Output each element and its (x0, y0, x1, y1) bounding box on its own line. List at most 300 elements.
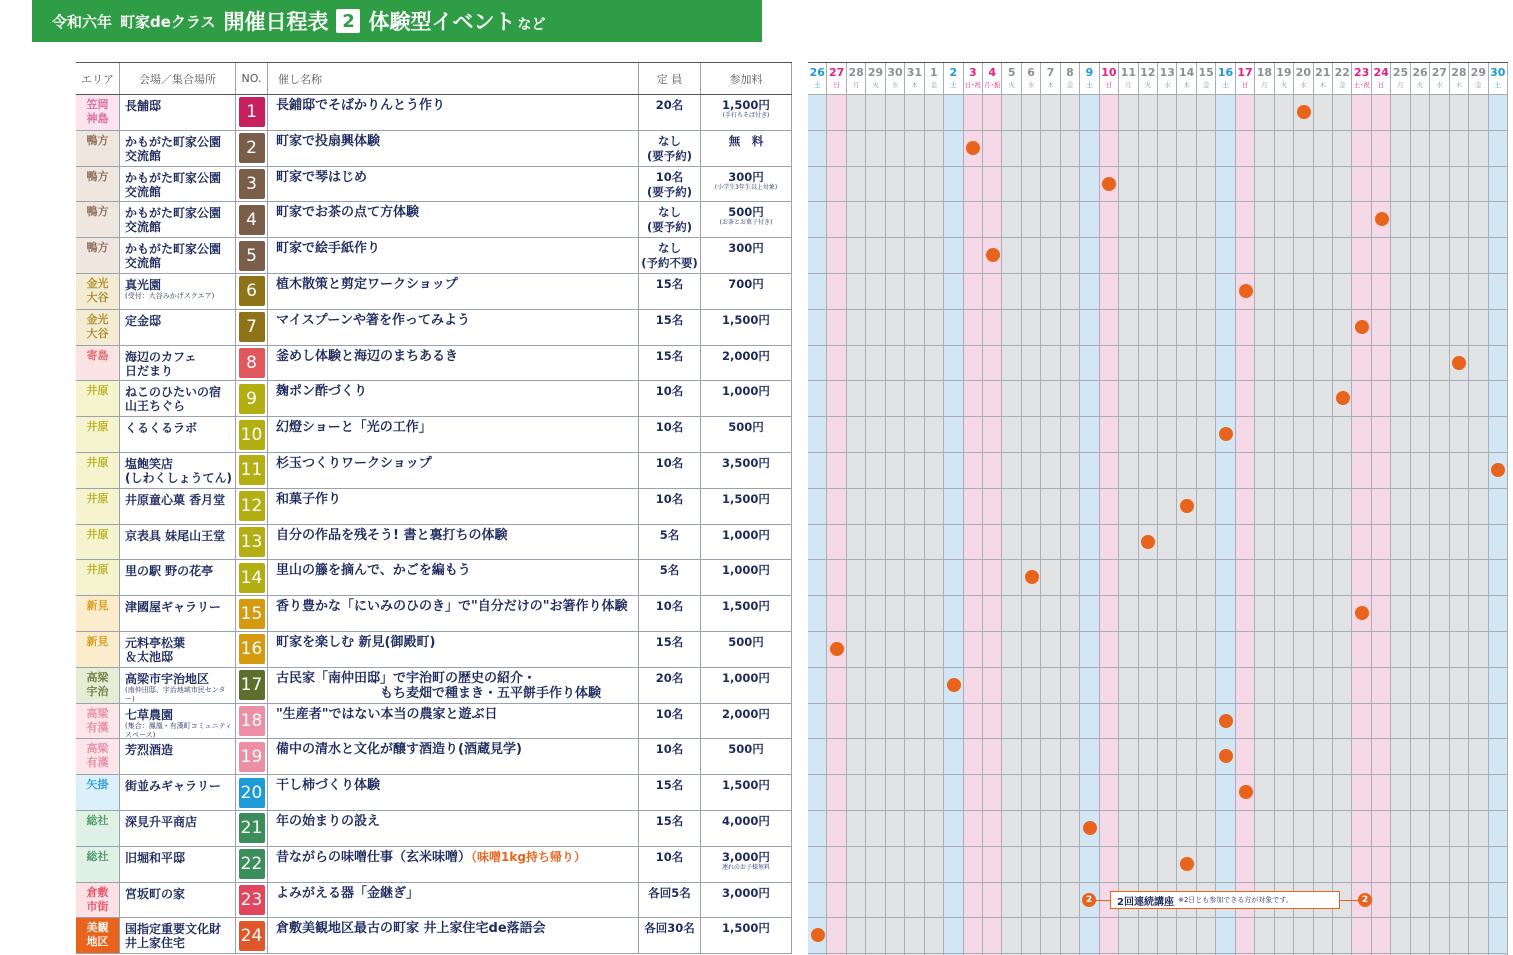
area-cell: 金光 大谷 (76, 274, 120, 309)
capacity-cell: なし (要予約) (639, 202, 701, 237)
venue-cell (120, 918, 236, 953)
weekday-label: 水 (1027, 81, 1035, 89)
event-title: 備中の清水と文化が醸す酒造り(酒蔵見学) (276, 742, 522, 758)
area-cell: 井原 (76, 489, 120, 524)
day-column (1430, 62, 1449, 955)
event-title: よみがえる器「金継ぎ」 (276, 885, 420, 901)
banner-suffix: など (517, 17, 546, 33)
weekday-label: 火 (872, 81, 879, 89)
event-title: 干し柿づくり体験 (276, 778, 381, 794)
day-header (1372, 62, 1390, 95)
table-row (76, 775, 792, 811)
fee-value: 3,000円 (722, 849, 770, 864)
day-number: 5 (1007, 66, 1016, 79)
day-column (905, 62, 924, 955)
table-header-row (76, 62, 792, 95)
grid-row-line (808, 452, 1508, 453)
callout-box (1110, 891, 1340, 909)
event-number-badge: 9 (239, 384, 265, 414)
weekday-label: 土 (950, 81, 957, 89)
event-date-dot (1083, 821, 1097, 835)
header-venue: 会場／集合場所 (120, 63, 236, 94)
capacity-cell: 5名 (639, 525, 701, 560)
venue-cell (120, 274, 236, 309)
table-row (76, 739, 792, 775)
weekday-label: 月 (852, 81, 860, 89)
day-header (1255, 62, 1273, 95)
fee-cell (701, 596, 792, 631)
day-header (866, 62, 884, 95)
event-title-cell (268, 238, 639, 273)
number-cell (236, 632, 268, 667)
day-number: 21 (1315, 66, 1331, 79)
event-number-badge: 19 (239, 742, 265, 772)
weekday-label: 金 (1338, 81, 1346, 89)
number-cell (236, 811, 268, 846)
day-column (925, 62, 944, 955)
table-row (76, 847, 792, 883)
event-date-dot (1141, 535, 1155, 549)
event-title-cell (268, 668, 639, 703)
weekday-label: 金 (930, 81, 938, 89)
capacity-cell: 20名 (639, 668, 701, 703)
banner-subtitle: 体験型イベント (368, 10, 516, 34)
fee-cell (701, 739, 792, 774)
day-header (1041, 62, 1059, 95)
day-column (983, 62, 1002, 955)
grid-row-line (808, 774, 1508, 775)
weekday-label: 土 (1222, 81, 1229, 89)
capacity-cell: 15名 (639, 346, 701, 381)
day-column (964, 62, 983, 955)
fee-cell (701, 668, 792, 703)
banner-brand: 町家deクラス (120, 12, 216, 31)
title-banner (32, 0, 762, 42)
fee-cell (701, 310, 792, 345)
fee-cell (701, 453, 792, 488)
day-column (1372, 62, 1391, 955)
callout-label: 2回連続講座 (1117, 896, 1174, 908)
number-cell (236, 274, 268, 309)
fee-cell (701, 167, 792, 202)
fee-note: (小学生3年生以上対象) (714, 183, 778, 191)
grid-top-line (808, 62, 1508, 63)
number-cell (236, 417, 268, 452)
day-column (1352, 62, 1371, 955)
weekday-label: 金 (1202, 81, 1210, 89)
event-title: 町家で琴はじめ (276, 169, 368, 185)
event-number-badge: 13 (239, 527, 265, 557)
venue-cell (120, 811, 236, 846)
fee-cell (701, 381, 792, 416)
capacity-cell: 15名 (639, 274, 701, 309)
grid-row-line (808, 631, 1508, 632)
fee-value: 500円 (728, 205, 764, 220)
fee-value: 300円 (728, 169, 764, 184)
venue-name: 芳烈酒造 (125, 743, 174, 758)
weekday-label: 木 (1183, 81, 1190, 89)
day-number: 30 (1490, 66, 1506, 79)
weekday-label: 火 (1008, 81, 1015, 89)
event-number-badge: 22 (239, 849, 265, 879)
event-title: 年の始まりの設え (276, 814, 381, 829)
weekday-label: 土 (1086, 81, 1093, 89)
area-cell: 鴨方 (76, 131, 120, 166)
event-date-dot (966, 141, 980, 155)
day-number: 31 (906, 66, 923, 79)
capacity-cell: 20名 (639, 95, 701, 130)
number-cell (236, 596, 268, 631)
day-number: 30 (887, 66, 903, 79)
day-column (1489, 62, 1508, 955)
event-title-cell (268, 417, 639, 452)
event-title: 町家で投扇興体験 (276, 133, 381, 149)
event-number-badge: 8 (239, 348, 265, 378)
event-date-dot (1025, 570, 1039, 584)
weekday-label: 火 (1416, 81, 1424, 89)
table-row (76, 811, 792, 847)
day-number: 26 (1412, 66, 1428, 79)
day-column (1450, 62, 1469, 955)
venue-cell (120, 525, 236, 560)
event-title-cell (268, 310, 639, 345)
table-row (76, 274, 792, 310)
weekday-label: 土 (1494, 81, 1502, 89)
day-number: 10 (1101, 66, 1117, 79)
day-header (1391, 62, 1409, 95)
day-header (1236, 62, 1254, 95)
capacity-cell: 10名 (639, 417, 701, 452)
day-column (1411, 62, 1430, 955)
venue-name: かもがた町家公園 交流館 (125, 242, 222, 271)
event-title-cell (268, 202, 639, 237)
venue-name: 高梁市宇治地区 (125, 671, 210, 686)
area-cell: 矢掛 (76, 775, 120, 810)
event-title: 杉玉つくりワークショップ (276, 456, 432, 471)
fee-cell (701, 202, 792, 237)
venue-cell (120, 417, 236, 452)
venue-cell (120, 632, 236, 667)
venue-cell (120, 238, 236, 273)
callout-note: ※2日とも参加できる方が対象です。 (1177, 896, 1293, 904)
number-cell (236, 202, 268, 237)
venue-name: 津國屋ギャラリー (125, 600, 222, 615)
day-header (1022, 62, 1040, 95)
day-column (1022, 62, 1041, 955)
day-column (866, 62, 885, 955)
grid-row-line (808, 917, 1508, 918)
day-header (1352, 62, 1370, 95)
event-title: 倉敷美観地区最古の町家 井上家住宅de落語会 (276, 921, 546, 937)
event-title: 植木散策と剪定ワークショップ (276, 277, 458, 292)
fee-cell (701, 274, 792, 309)
day-column (1314, 62, 1333, 955)
grid-row-line (808, 738, 1508, 739)
number-cell (236, 739, 268, 774)
venue-cell (120, 346, 236, 381)
event-number-badge: 10 (239, 420, 265, 450)
day-number: 17 (1237, 66, 1253, 79)
fee-cell (701, 346, 792, 381)
fee-value: 1,000円 (722, 527, 770, 542)
day-number: 7 (1046, 66, 1055, 79)
fee-cell (701, 560, 792, 595)
event-number-badge: 21 (239, 813, 265, 843)
day-column (808, 62, 827, 955)
weekday-label: 月 (1125, 81, 1132, 89)
number-cell (236, 167, 268, 202)
event-date-dot (1355, 320, 1369, 334)
day-header (1197, 62, 1215, 95)
grid-row-line (808, 703, 1508, 704)
day-header (1158, 62, 1176, 95)
capacity-cell: 10名 (639, 847, 701, 882)
day-number: 14 (1179, 66, 1195, 79)
weekday-label: 日 (1105, 81, 1113, 89)
venue-name: ねこのひたいの宿 山王ちぐら (125, 385, 222, 414)
fee-value: 無 料 (728, 133, 764, 148)
day-column (886, 62, 905, 955)
table-row (76, 95, 792, 131)
fee-value: 1,500円 (722, 599, 770, 614)
event-number-badge: 2 (239, 133, 265, 163)
grid-row-line (808, 237, 1508, 238)
event-title-cell (268, 274, 639, 309)
event-title-cell (268, 167, 639, 202)
area-cell: 笠岡 神島 (76, 95, 120, 130)
fee-value: 4,000円 (722, 814, 770, 828)
fee-cell (701, 632, 792, 667)
event-title-cell (268, 632, 639, 667)
area-cell: 井原 (76, 525, 120, 560)
fee-value: 1,500円 (722, 491, 770, 506)
weekday-label: 月 (1397, 81, 1404, 89)
event-title-cell (268, 847, 639, 882)
venue-name: 京表具 妹尾山王堂 (125, 528, 226, 543)
table-row (76, 167, 792, 203)
day-header (1314, 62, 1332, 95)
day-header (1139, 62, 1157, 95)
weekday-label: 日 (1241, 81, 1249, 89)
event-title-cell (268, 381, 639, 416)
grid-row-line (808, 595, 1508, 596)
area-cell: 総社 (76, 847, 120, 882)
grid-row-line (808, 882, 1508, 883)
capacity-cell: 10名 (639, 489, 701, 524)
capacity-cell: 15名 (639, 310, 701, 345)
table-row (76, 489, 792, 525)
event-title: 古民家「南仲田邸」で宇治町の歴史の紹介・ もち麦畑で種まき・五平餅手作り体験 (276, 670, 602, 701)
day-number: 24 (1373, 66, 1389, 79)
venue-sub: (受付：大谷みかげスクエア) (125, 292, 215, 300)
weekday-label: 月･振 (984, 81, 1001, 89)
day-header (944, 62, 962, 95)
fee-value: 1,000円 (722, 563, 770, 578)
event-title-cell (268, 489, 639, 524)
weekday-label: 金 (1475, 81, 1482, 89)
number-cell (236, 918, 268, 953)
table-row (76, 704, 792, 740)
area-cell: 美観 地区 (76, 918, 120, 953)
fee-cell (701, 704, 792, 739)
fee-value: 500円 (728, 742, 764, 757)
capacity-cell: 15名 (639, 775, 701, 810)
fee-note: (手打ちそば付き) (722, 112, 770, 119)
venue-name: かもがた町家公園 交流館 (125, 206, 222, 235)
weekday-label: 日･祝 (964, 81, 981, 89)
fee-cell (701, 883, 792, 918)
capacity-cell: 10名 (639, 596, 701, 631)
capacity-cell: 10名 (639, 381, 701, 416)
event-date-dot (1297, 105, 1311, 119)
day-column (1391, 62, 1410, 955)
capacity-cell: なし (予約不要) (639, 238, 701, 273)
event-date-dot (1452, 356, 1466, 370)
fee-note: 連れのお子様無料 (721, 863, 770, 871)
day-header (1294, 62, 1312, 95)
number-cell (236, 95, 268, 130)
weekday-label: 水 (1436, 81, 1443, 89)
area-cell: 金光 大谷 (76, 310, 120, 345)
grid-row-line (808, 130, 1508, 131)
day-number: 2 (949, 66, 958, 79)
event-number-badge: 20 (239, 778, 265, 808)
day-column (1197, 62, 1216, 955)
venue-sub: (集合：鳳凰・有漢町コミュニティスペース) (125, 721, 233, 739)
day-header (1061, 62, 1079, 95)
event-title-cell (268, 525, 639, 560)
venue-name: 里の駅 野の花亭 (125, 564, 214, 579)
area-cell: 新見 (76, 632, 120, 667)
day-header (1333, 62, 1351, 95)
event-title-cell (268, 95, 639, 130)
day-number: 26 (809, 66, 825, 79)
day-number: 12 (1140, 66, 1156, 79)
table-row (76, 560, 792, 596)
day-column (847, 62, 866, 955)
table-row (76, 883, 792, 919)
weekday-label: 木 (1455, 81, 1463, 89)
grid-row-line (808, 416, 1508, 417)
fee-value: 300円 (728, 241, 764, 256)
event-number-badge: 11 (239, 455, 265, 485)
fee-cell (701, 847, 792, 882)
number-cell (236, 381, 268, 416)
venue-name: 旧堀和平邸 (125, 850, 186, 865)
event-title-cell (268, 883, 639, 918)
fee-value: 1,500円 (722, 921, 770, 936)
venue-sub: (南仲田邸、宇治地域市民センター) (125, 685, 226, 703)
table-row (76, 453, 792, 489)
day-number: 1 (930, 66, 938, 79)
day-header (1080, 62, 1098, 95)
event-date-dot (1239, 785, 1253, 799)
weekday-label: 木 (911, 81, 918, 89)
venue-cell (120, 381, 236, 416)
day-header (827, 62, 845, 95)
fee-value: 3,500円 (722, 456, 770, 470)
number-cell (236, 489, 268, 524)
day-number: 9 (1085, 66, 1094, 79)
event-date-dot (1102, 177, 1116, 191)
area-cell: 高梁 宇治 (76, 668, 120, 703)
day-header (886, 62, 904, 95)
table-row (76, 668, 792, 704)
day-number: 11 (1120, 66, 1136, 79)
table-row (76, 310, 792, 346)
fee-cell (701, 417, 792, 452)
venue-cell (120, 847, 236, 882)
venue-name: 海辺のカフェ 日だまり (125, 349, 197, 378)
number-cell (236, 775, 268, 810)
area-cell: 井原 (76, 381, 120, 416)
fee-cell (701, 131, 792, 166)
day-header (1275, 62, 1293, 95)
grid-row-line (808, 810, 1508, 811)
day-column (944, 62, 963, 955)
event-title: 自分の作品を残そう! 書と裏打ちの体験 (276, 527, 508, 543)
day-column (827, 62, 846, 955)
fee-note: (お茶とお菓子付き) (719, 219, 773, 227)
grid-row-line (808, 309, 1508, 310)
area-cell: 鴨方 (76, 167, 120, 202)
grid-row-line (808, 667, 1508, 668)
day-column (1255, 62, 1274, 955)
day-header (1100, 62, 1118, 95)
weekday-label: 日 (833, 81, 840, 89)
venue-cell (120, 167, 236, 202)
weekday-label: 日 (1377, 81, 1385, 89)
day-number: 13 (1159, 66, 1175, 79)
event-date-dot (1180, 857, 1194, 871)
venue-name: 国指定重要文化財 井上家住宅 (125, 922, 222, 951)
day-header (925, 62, 943, 95)
day-column (1002, 62, 1021, 955)
header-no: NO. (236, 63, 268, 94)
event-title-cell (268, 596, 639, 631)
capacity-cell: 15名 (639, 811, 701, 846)
table-row (76, 346, 792, 382)
day-column (1061, 62, 1080, 955)
venue-cell (120, 739, 236, 774)
number-cell (236, 704, 268, 739)
day-header (808, 62, 826, 95)
event-title-cell (268, 453, 639, 488)
fee-value: 500円 (728, 420, 764, 435)
event-title-cell (268, 739, 639, 774)
venue-name: 定金邸 (125, 313, 162, 328)
number-cell (236, 560, 268, 595)
weekday-label: 金 (1066, 81, 1074, 89)
venue-name: くるくるラボ (125, 421, 198, 436)
table-row (76, 131, 792, 167)
area-cell: 高梁 有漢 (76, 739, 120, 774)
event-title: 町家でお茶の点て方体験 (276, 205, 420, 221)
grid-row-line (808, 846, 1508, 847)
capacity-cell: 各回5名 (639, 883, 701, 918)
event-title: 和菓子作り (276, 491, 342, 507)
day-number: 4 (988, 66, 997, 79)
number-cell (236, 847, 268, 882)
grid-row-line (808, 488, 1508, 489)
capacity-cell: 各回30名 (639, 918, 701, 953)
weekday-label: 水 (891, 81, 899, 89)
grid-row-line (808, 524, 1508, 525)
fee-cell (701, 525, 792, 560)
banner-title: 開催日程表 (223, 10, 329, 34)
table-row (76, 238, 792, 274)
event-title: 昔ながらの味噌仕事（玄米味噌） (276, 849, 472, 865)
